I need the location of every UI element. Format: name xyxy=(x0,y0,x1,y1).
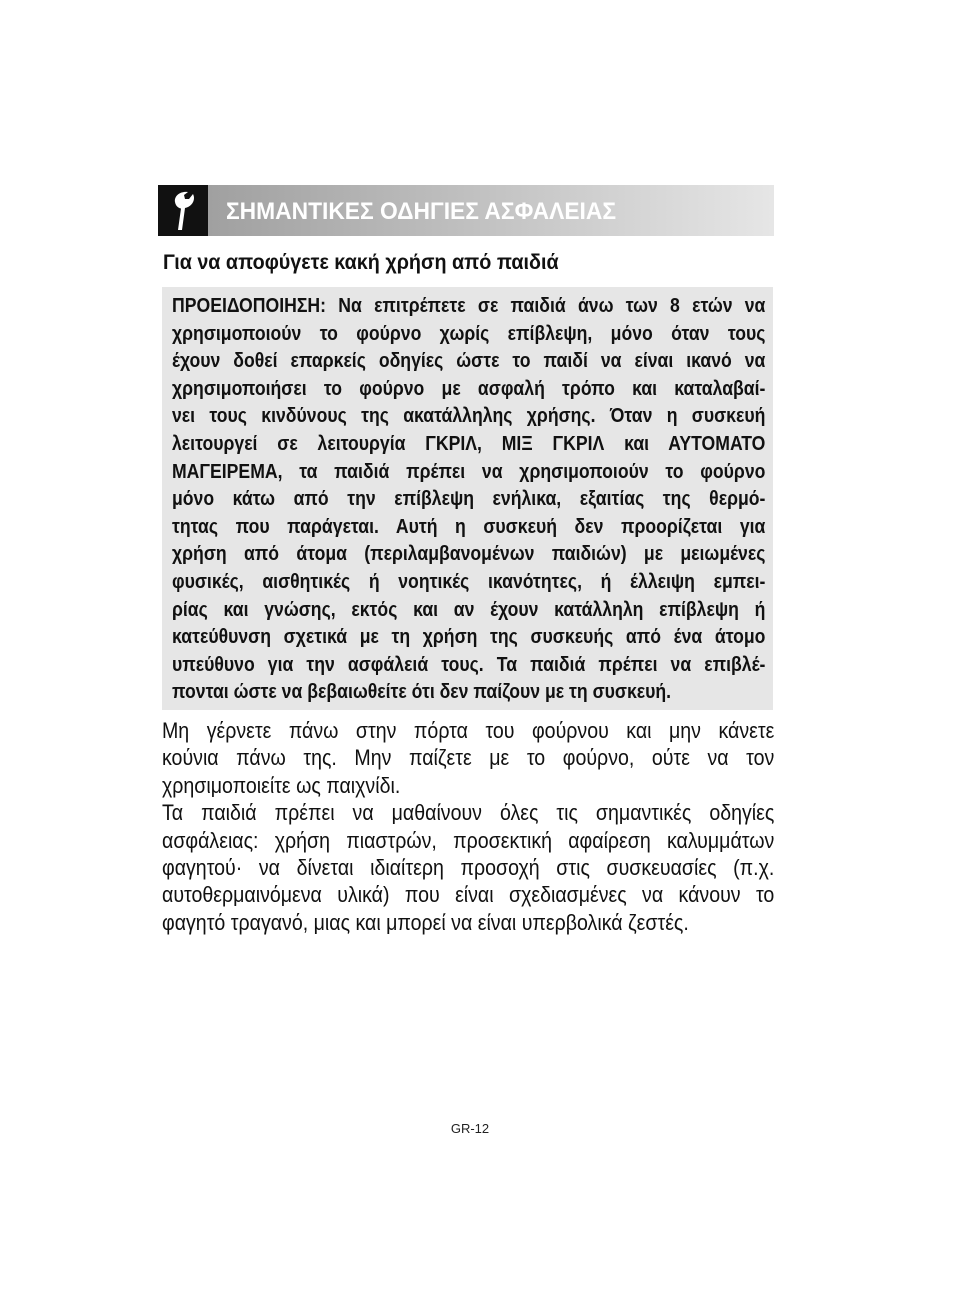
warning-line: μόνο κάτω από την επίβλεψη ενήλικα, εξαιτίας της θερμό- xyxy=(172,487,766,511)
body-line: φαγητού· να δίνεται ιδιαίτερη προσοχή στις συσκευασίες (π.χ. xyxy=(162,855,775,881)
warning-line: ρίας και γνώσης, εκτός και αν έχουν κατάλληλη επίβλεψη ή xyxy=(172,597,766,621)
warning-line: ΜΑΓΕΙΡΕΜΑ, τα παιδιά πρέπει να χρησιμοποιούν το φούρνο xyxy=(172,459,766,483)
section-subheading: Για να αποφύγετε κακή χρήση από παιδιά xyxy=(163,251,559,274)
body-line: Μη γέρνετε πάνω στην πόρτα του φούρνου και μην κάνετε xyxy=(162,718,775,743)
page-number: GR-12 xyxy=(450,1121,490,1136)
body-line: χρησιμοποιείτε ως παιχνίδι. xyxy=(162,772,401,798)
warning-line: έχουν δοθεί επαρκείς οδηγίες ώστε το παιδί να είναι ικανό να xyxy=(172,349,766,373)
body-line: φαγητό τραγανό, μιας και μπορεί να είναι υπερβολικά ζεστές. xyxy=(162,909,689,935)
wrench-icon xyxy=(169,190,197,232)
warning-line: κατεύθυνση σχετικά με τη χρήση της συσκευής από ένα άτομο xyxy=(172,625,766,649)
warning-line: λειτουργεί σε λειτουργία ΓΚΡΙΛ, ΜΙΞ ΓΚΡΙΛ και ΑΥΤΟΜΑΤΟ xyxy=(172,431,766,455)
icon-box xyxy=(158,185,208,236)
warning-line: τητας που παράγεται. Αυτή η συσκευή δεν προορίζεται για xyxy=(172,514,766,538)
warning-line: πονται ώστε να βεβαιωθείτε ότι δεν παίζουν με τη συσκευή. xyxy=(172,680,672,704)
body-paragraphs xyxy=(162,717,774,936)
warning-text xyxy=(172,292,765,706)
warning-line: χρήση από άτομα (περιλαμβανομένων παιδιών) με μειωμένες xyxy=(172,542,766,566)
body-line: αυτοθερμαινόμενα υλικά) που είναι σχεδιασμένες να κάνουν το xyxy=(162,882,775,908)
warning-line: χρησιμοποιήσει το φούρνο με ασφαλή τρόπο και καταλαβαί- xyxy=(172,376,766,400)
warning-line: νει τους κινδύνους της ακατάλληλης χρήσης. Όταν η συσκευή xyxy=(172,404,766,428)
body-line: κούνια πάνω της. Μην παίζετε με το φούρνο, ούτε να τον xyxy=(162,745,775,771)
warning-line: χρησιμοποιούν το φούρνο χωρίς επίβλεψη, μόνο όταν τους xyxy=(172,321,766,345)
warning-box xyxy=(162,287,773,710)
body-line: Τα παιδιά πρέπει να μαθαίνουν όλες τις σημαντικές οδηγίες xyxy=(162,800,775,826)
warning-line: ΠΡΟΕΙΔΟΠΟΙΗΣΗ: Να επιτρέπετε σε παιδιά άνω των 8 ετών να xyxy=(172,294,766,317)
section-header-title: ΣΗΜΑΝΤΙΚΕΣ ΟΔΗΓΙΕΣ ΑΣΦΑΛΕΙΑΣ xyxy=(226,198,617,225)
body-line: ασφάλειας: χρήση πιαστρών, προσεκτική αφαίρεση καλυμμάτων xyxy=(162,827,775,853)
section-header-bar xyxy=(158,185,774,236)
warning-line: υπεύθυνο για την ασφάλειά τους. Τα παιδιά πρέπει να επιβλέ- xyxy=(172,652,766,676)
warning-line: φυσικές, αισθητικές ή νοητικές ικανότητες, ή έλλειψη εμπει- xyxy=(172,569,766,593)
